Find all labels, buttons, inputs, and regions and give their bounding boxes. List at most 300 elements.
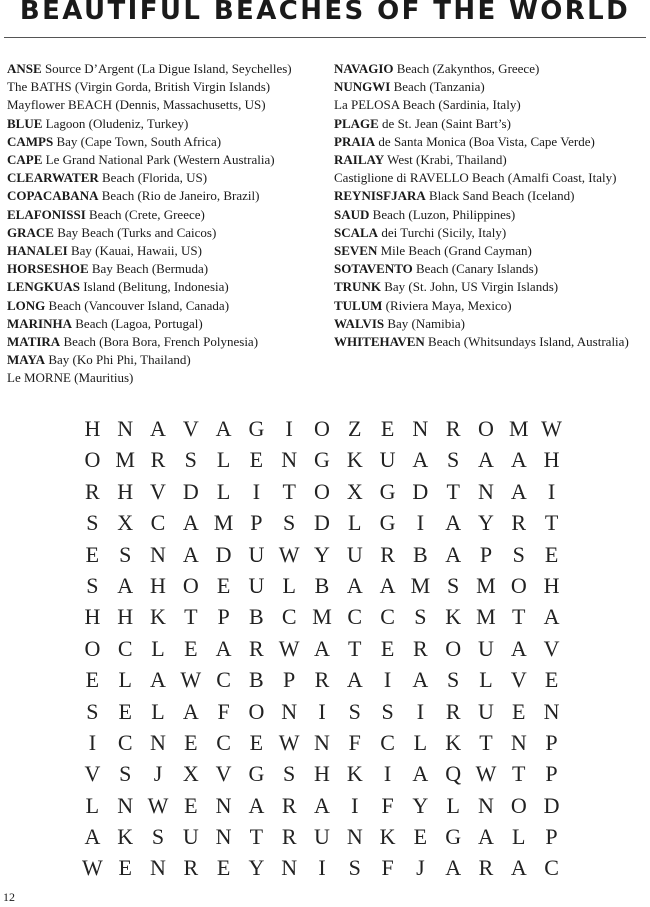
- grid-letter: L: [85, 792, 100, 818]
- grid-letter: S: [348, 855, 361, 881]
- entry-text: Le MORNE (Mauritius): [7, 370, 134, 386]
- word-list-entry: [334, 96, 646, 114]
- grid-letter: E: [184, 635, 198, 661]
- grid-letter: H: [117, 478, 134, 504]
- grid-letter: N: [150, 729, 166, 755]
- grid-letter: U: [182, 824, 199, 850]
- word-list-entry: [334, 278, 646, 296]
- grid-letter: R: [413, 635, 428, 661]
- grid-letter: R: [183, 855, 199, 881]
- grid-letter: D: [215, 541, 232, 567]
- grid-letter: F: [217, 698, 230, 724]
- grid-letter: N: [478, 478, 494, 504]
- grid-letter: H: [543, 572, 560, 598]
- entry-text: Black Sand Beach (Iceland): [425, 188, 575, 204]
- grid-letter: E: [184, 792, 198, 818]
- grid-row: [76, 790, 568, 821]
- grid-letter: A: [445, 855, 462, 881]
- grid-letter: O: [84, 447, 101, 473]
- grid-letter: K: [445, 604, 462, 630]
- entry-keyword: SCALA: [334, 224, 379, 240]
- entry-text: de Santa Monica (Boa Vista, Cape Verde): [375, 133, 595, 149]
- word-list-entry: [334, 297, 646, 315]
- grid-letter: U: [478, 698, 494, 724]
- grid-letter: J: [153, 761, 163, 787]
- entry-keyword: MATIRA: [7, 334, 61, 350]
- grid-letter: B: [413, 541, 428, 567]
- page-number: 12: [3, 890, 15, 904]
- grid-letter: M: [115, 447, 135, 473]
- grid-letter: A: [478, 447, 494, 473]
- word-list-entry: [7, 96, 327, 114]
- entry-keyword: REYNISFJARA: [334, 188, 426, 204]
- grid-letter: Y: [412, 792, 429, 818]
- word-list-entry: [7, 60, 327, 78]
- grid-letter: A: [182, 510, 199, 536]
- grid-letter: W: [278, 729, 300, 755]
- grid-letter: U: [478, 635, 494, 661]
- word-list-entry: [7, 187, 327, 205]
- grid-letter: I: [318, 698, 326, 724]
- grid-letter: I: [383, 667, 392, 693]
- entry-text: Bay (Ko Phi Phi, Thailand): [45, 352, 191, 368]
- entry-text: Beach (Florida, US): [98, 170, 208, 186]
- grid-letter: O: [445, 635, 462, 661]
- grid-letter: H: [150, 572, 166, 598]
- entry-text: La PELOSA Beach (Sardinia, Italy): [334, 97, 521, 113]
- grid-letter: W: [82, 855, 103, 881]
- grid-letter: R: [150, 447, 166, 473]
- entry-text: Beach (Lagoa, Portugal): [72, 315, 203, 331]
- grid-letter: R: [478, 855, 494, 881]
- entry-keyword: CAMPS: [7, 133, 54, 149]
- word-list-entry: [334, 206, 646, 224]
- entry-keyword: WHITEHAVEN: [334, 334, 425, 350]
- grid-letter: H: [314, 761, 330, 787]
- grid-letter: N: [150, 541, 166, 567]
- grid-letter: Y: [314, 541, 330, 567]
- grid-letter: S: [119, 761, 132, 787]
- entry-keyword: WALVIS: [334, 315, 385, 331]
- grid-letter: A: [445, 541, 462, 567]
- grid-letter: A: [182, 541, 199, 567]
- grid-letter: X: [117, 510, 134, 536]
- grid-letter: R: [445, 698, 461, 724]
- grid-letter: I: [416, 698, 425, 724]
- grid-letter: E: [380, 635, 395, 661]
- word-list-entry: [7, 369, 327, 387]
- grid-letter: W: [475, 761, 497, 787]
- grid-letter: C: [380, 604, 395, 630]
- grid-letter: M: [476, 604, 496, 630]
- grid-letter: I: [318, 855, 326, 881]
- word-list-entry: [7, 151, 327, 169]
- entry-keyword: RAILAY: [334, 152, 385, 168]
- entry-text: Bay (Namibia): [384, 315, 465, 331]
- grid-letter: U: [346, 541, 363, 567]
- grid-letter: K: [379, 824, 396, 850]
- grid-row: [76, 727, 568, 758]
- grid-letter: S: [86, 510, 99, 536]
- word-list-column-1: [7, 60, 327, 388]
- entry-text: Beach (Vancouver Island, Canada): [45, 297, 230, 313]
- word-list-entry: [334, 60, 646, 78]
- entry-text: Bay Beach (Turks and Caicos): [53, 224, 217, 240]
- grid-letter: P: [545, 761, 558, 787]
- grid-letter: M: [410, 572, 431, 598]
- grid-letter: L: [118, 667, 132, 693]
- grid-letter: M: [508, 416, 529, 441]
- grid-letter: A: [117, 572, 134, 598]
- word-list-entry: [334, 115, 646, 133]
- word-list-entry: [7, 260, 327, 278]
- entry-text: dei Turchi (Sicily, Italy): [378, 224, 507, 240]
- grid-letter: E: [184, 729, 198, 755]
- entry-text: Beach (Canary Islands): [412, 261, 539, 277]
- entry-text: (Riviera Maya, Mexico): [382, 297, 512, 313]
- grid-letter: D: [543, 792, 560, 818]
- grid-letter: P: [479, 541, 493, 567]
- entry-keyword: BLUE: [7, 115, 43, 131]
- word-list-entry: [334, 333, 646, 351]
- grid-letter: N: [281, 855, 298, 881]
- word-list-entry: [334, 224, 646, 242]
- grid-letter: P: [250, 510, 263, 536]
- grid-letter: E: [544, 541, 559, 567]
- entry-text: Source D’Argent (La Digue Island, Seychelles): [41, 61, 292, 76]
- grid-letter: A: [215, 635, 232, 661]
- grid-letter: T: [512, 761, 526, 787]
- entry-keyword: ANSE: [7, 61, 42, 76]
- grid-letter: N: [346, 824, 363, 850]
- grid-letter: K: [117, 824, 134, 850]
- grid-letter: P: [545, 824, 558, 850]
- grid-letter: Y: [478, 510, 494, 536]
- grid-letter: V: [182, 416, 199, 441]
- word-list-entry: [7, 133, 327, 151]
- grid-letter: C: [347, 604, 363, 630]
- grid-letter: E: [216, 572, 231, 598]
- grid-letter: E: [413, 824, 428, 850]
- page-title: BEAUTIFUL BEACHES OF THE WORLD: [19, 0, 631, 26]
- grid-letter: A: [412, 447, 429, 473]
- grid-letter: N: [412, 416, 429, 441]
- grid-letter: I: [252, 478, 261, 504]
- grid-letter: S: [86, 698, 99, 724]
- entry-text: Beach (Zakynthos, Greece): [393, 61, 540, 76]
- entry-keyword: HANALEI: [7, 243, 68, 259]
- grid-letter: T: [282, 478, 296, 504]
- grid-letter: O: [314, 478, 330, 504]
- entry-keyword: NUNGWI: [334, 79, 391, 95]
- grid-letter: G: [248, 416, 265, 441]
- word-list-entry: [7, 169, 327, 187]
- grid-letter: L: [151, 635, 165, 661]
- grid-letter: N: [150, 855, 166, 881]
- grid-letter: N: [478, 792, 494, 818]
- entry-text: Beach (Bora Bora, French Polynesia): [60, 334, 259, 350]
- grid-row: [76, 852, 568, 883]
- grid-letter: W: [278, 635, 300, 661]
- grid-letter: F: [381, 855, 394, 881]
- grid-letter: D: [412, 478, 429, 504]
- grid-letter: R: [281, 792, 297, 818]
- grid-letter: O: [314, 416, 330, 441]
- entry-text: de St. Jean (Saint Bart’s): [378, 115, 511, 131]
- grid-row: [76, 507, 568, 538]
- grid-letter: A: [510, 447, 527, 473]
- grid-letter: L: [413, 729, 428, 755]
- grid-letter: C: [380, 729, 395, 755]
- grid-letter: E: [85, 541, 100, 567]
- grid-letter: E: [85, 667, 100, 693]
- grid-letter: U: [379, 447, 396, 473]
- grid-letter: X: [346, 478, 363, 504]
- entry-keyword: LENGKUAS: [7, 279, 80, 295]
- grid-letter: L: [282, 572, 296, 598]
- grid-letter: A: [215, 416, 232, 441]
- grid-letter: A: [510, 635, 527, 661]
- grid-letter: C: [150, 510, 166, 536]
- entry-text: Beach (Crete, Greece): [85, 206, 205, 222]
- entry-text: Mile Beach (Grand Cayman): [377, 243, 532, 259]
- grid-letter: O: [248, 698, 265, 724]
- grid-letter: S: [184, 447, 197, 473]
- grid-letter: W: [541, 416, 562, 441]
- word-list-entry: [334, 133, 646, 151]
- grid-letter: S: [86, 572, 99, 598]
- grid-letter: M: [476, 572, 496, 598]
- entry-keyword: MARINHA: [7, 315, 72, 331]
- grid-letter: G: [379, 510, 396, 536]
- entry-keyword: CAPE: [7, 152, 43, 168]
- grid-row: [76, 601, 568, 632]
- grid-letter: S: [512, 541, 525, 567]
- grid-letter: S: [447, 572, 460, 598]
- grid-letter: S: [414, 604, 427, 630]
- grid-letter: G: [314, 447, 330, 473]
- word-list-entry: [7, 242, 327, 260]
- grid-letter: L: [512, 824, 526, 850]
- entry-text: The BATHS (Virgin Gorda, British Virgin Islands): [7, 79, 271, 95]
- grid-letter: C: [216, 667, 231, 693]
- grid-letter: T: [446, 478, 460, 504]
- grid-letter: E: [216, 855, 231, 881]
- grid-letter: R: [85, 478, 100, 504]
- grid-letter: I: [351, 792, 359, 818]
- word-list-entry: [7, 224, 327, 242]
- grid-row: [76, 413, 568, 444]
- grid-letter: T: [544, 510, 559, 536]
- grid-letter: F: [348, 729, 361, 755]
- grid-letter: B: [314, 572, 330, 598]
- grid-letter: H: [84, 604, 101, 630]
- grid-letter: L: [216, 447, 231, 473]
- entry-text: West (Krabi, Thailand): [384, 152, 507, 168]
- grid-row: [76, 570, 568, 601]
- entry-keyword: TRUNK: [334, 279, 381, 295]
- entry-text: Bay Beach (Bermuda): [88, 261, 209, 277]
- grid-letter: C: [117, 635, 133, 661]
- grid-letter: R: [511, 510, 527, 536]
- entry-keyword: GRACE: [7, 224, 54, 240]
- grid-letter: E: [118, 698, 132, 724]
- word-list-entry: [334, 242, 646, 260]
- grid-letter: A: [182, 698, 199, 724]
- word-list-entry: [334, 187, 646, 205]
- grid-letter: U: [248, 541, 265, 567]
- grid-letter: P: [217, 604, 230, 630]
- grid-letter: D: [182, 478, 199, 504]
- grid-letter: O: [510, 572, 527, 598]
- word-list-entry: [334, 260, 646, 278]
- grid-letter: V: [543, 635, 560, 661]
- grid-letter: I: [416, 510, 425, 536]
- grid-row: [76, 664, 568, 695]
- word-list-entry: [7, 78, 327, 96]
- entry-keyword: CLEARWATER: [7, 170, 99, 186]
- word-search-grid: [76, 413, 568, 884]
- grid-letter: A: [412, 761, 429, 787]
- entry-text: Beach (Whitsundays Island, Australia): [424, 334, 629, 350]
- grid-letter: W: [180, 667, 202, 693]
- grid-letter: F: [381, 792, 394, 818]
- grid-letter: T: [512, 604, 526, 630]
- word-list-entry: [7, 315, 327, 333]
- entry-keyword: PRAIA: [334, 133, 376, 149]
- grid-letter: C: [544, 855, 559, 881]
- entry-keyword: TULUM: [334, 297, 383, 313]
- grid-letter: N: [215, 792, 232, 818]
- grid-letter: O: [182, 572, 199, 598]
- entry-text: Mayflower BEACH (Dennis, Massachusetts, US): [7, 97, 266, 113]
- grid-letter: G: [379, 478, 396, 504]
- grid-letter: A: [478, 824, 494, 850]
- grid-letter: S: [447, 667, 460, 693]
- grid-row: [76, 476, 568, 507]
- entry-keyword: MAYA: [7, 352, 46, 368]
- grid-letter: E: [512, 698, 526, 724]
- grid-row: [76, 444, 568, 475]
- grid-letter: A: [150, 416, 166, 441]
- grid-letter: T: [184, 604, 198, 630]
- entry-text: Bay (Kauai, Hawaii, US): [67, 243, 202, 259]
- grid-letter: A: [543, 604, 560, 630]
- grid-letter: A: [84, 824, 101, 850]
- grid-letter: S: [119, 541, 132, 567]
- entry-keyword: COPACABANA: [7, 188, 99, 204]
- grid-letter: A: [379, 572, 396, 598]
- grid-letter: A: [346, 572, 363, 598]
- entry-keyword: HORSESHOE: [7, 261, 89, 277]
- entry-keyword: PLAGE: [334, 115, 379, 131]
- grid-letter: L: [348, 510, 362, 536]
- grid-letter: H: [117, 604, 134, 630]
- grid-letter: A: [150, 667, 166, 693]
- grid-letter: V: [215, 761, 232, 787]
- grid-letter: N: [215, 824, 232, 850]
- grid-letter: M: [312, 604, 332, 630]
- entry-keyword: ELAFONISSI: [7, 206, 86, 222]
- grid-letter: H: [543, 447, 560, 473]
- grid-letter: O: [84, 635, 101, 661]
- grid-letter: T: [479, 729, 493, 755]
- grid-letter: A: [510, 855, 527, 881]
- grid-row: [76, 696, 568, 727]
- grid-letter: X: [182, 761, 199, 787]
- grid-letter: A: [445, 510, 462, 536]
- grid-letter: B: [249, 604, 264, 630]
- grid-letter: R: [380, 541, 395, 567]
- entry-text: Castiglione di RAVELLO Beach (Amalfi Coast, Italy): [334, 170, 617, 186]
- grid-letter: Y: [248, 855, 265, 881]
- grid-letter: S: [283, 510, 296, 536]
- word-list-entry: [7, 278, 327, 296]
- grid-letter: D: [314, 510, 330, 536]
- entry-text: Island (Belitung, Indonesia): [79, 279, 229, 295]
- word-list-entry: [7, 206, 327, 224]
- grid-letter: R: [314, 667, 330, 693]
- grid-letter: O: [478, 416, 494, 441]
- grid-letter: T: [348, 635, 362, 661]
- grid-letter: V: [150, 478, 166, 504]
- grid-letter: S: [348, 698, 361, 724]
- grid-row: [76, 539, 568, 570]
- entry-keyword: SAUD: [334, 206, 370, 222]
- grid-letter: W: [278, 541, 300, 567]
- grid-letter: K: [445, 729, 462, 755]
- entry-text: Bay (St. John, US Virgin Islands): [380, 279, 559, 295]
- grid-letter: U: [248, 572, 265, 598]
- grid-letter: E: [544, 667, 559, 693]
- grid-letter: H: [84, 416, 101, 441]
- entry-text: Beach (Luzon, Philippines): [369, 206, 516, 222]
- entry-text: Bay (Cape Town, South Africa): [53, 133, 222, 149]
- grid-letter: A: [412, 667, 429, 693]
- grid-letter: N: [543, 698, 560, 724]
- grid-letter: C: [216, 729, 231, 755]
- grid-letter: N: [314, 729, 330, 755]
- word-list-entry: [7, 351, 327, 369]
- grid-letter: P: [545, 729, 558, 755]
- word-list-entry: [7, 115, 327, 133]
- word-list-entry: [334, 78, 646, 96]
- grid-letter: E: [118, 855, 132, 881]
- grid-letter: O: [510, 792, 527, 818]
- title-divider: [4, 37, 646, 38]
- grid-row: [76, 758, 568, 789]
- grid-letter: V: [510, 667, 527, 693]
- grid-letter: K: [346, 761, 363, 787]
- word-list-entry: [7, 333, 327, 351]
- grid-letter: I: [88, 729, 97, 755]
- word-list-entry: [334, 169, 646, 187]
- entry-keyword: LONG: [7, 297, 46, 313]
- grid-letter: I: [383, 761, 392, 787]
- grid-letter: K: [150, 604, 166, 630]
- grid-letter: E: [380, 416, 395, 441]
- grid-letter: R: [281, 824, 297, 850]
- grid-letter: A: [346, 667, 363, 693]
- grid-letter: P: [283, 667, 296, 693]
- grid-letter: A: [248, 792, 265, 818]
- grid-letter: Z: [348, 416, 362, 441]
- entry-text: Lagoon (Oludeniz, Turkey): [42, 115, 189, 131]
- word-list-column-2: [334, 60, 646, 351]
- word-list-entry: [334, 315, 646, 333]
- entry-text: Beach (Tanzania): [390, 79, 485, 95]
- grid-letter: N: [281, 447, 298, 473]
